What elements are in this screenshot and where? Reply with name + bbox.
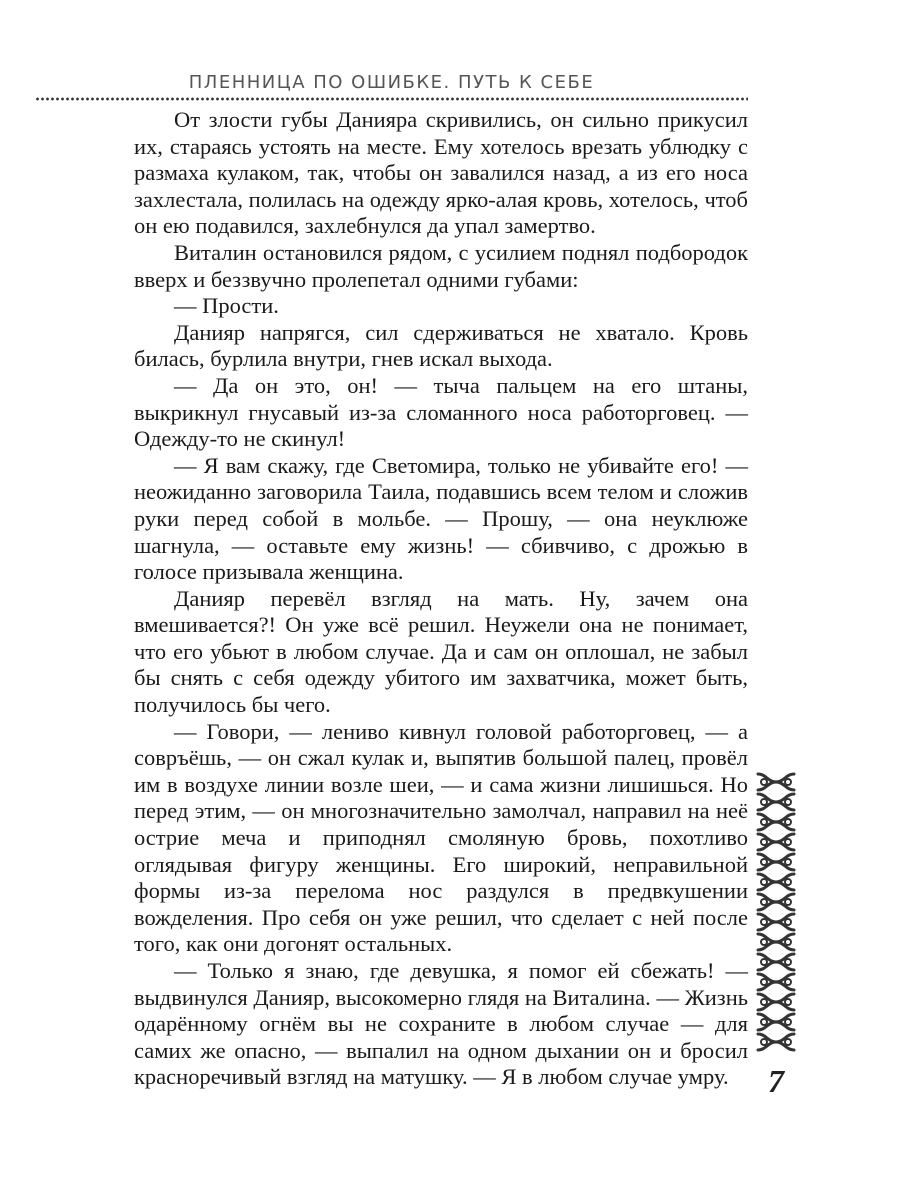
paragraph: Данияр напрягся, сил сдерживаться не хватало. Кровь билась, бурлила внутри, гнев искал выхода.	[134, 319, 748, 372]
paragraph: — Говори, — лениво кивнул головой работорговец, — а совръёшь, — он сжал кулак и, выпятив большой палец, провёл им в воздухе линии возле шеи, — и сама жизни лишишься. Но перед этим, — он многозначительно замолчал, направил на неё острие меча и приподнял смоляную бровь, похотливо оглядывая фигуру женщины. Его широкий, неправильной формы из-за перелома нос раздулся в предвкушении вожделения. Про себя он уже решил, что сделает с ней после того, как они догонят остальных.	[134, 718, 748, 957]
ornament-knot-icon	[758, 774, 794, 1050]
header-dotted-rule	[35, 96, 748, 102]
paragraph: От злости губы Данияра скривились, он сильно прикусил их, стараясь устоять на месте. Ему хотелось врезать ублюдку с размаха кулаком, так, чтобы он завалился назад, а из его носа захлестала, полилась на одежду ярко-алая кровь, хотелось, чтоб он ею подавился, захлебнулся да упал замертво.	[134, 107, 748, 239]
body-text	[134, 107, 748, 1091]
paragraph: Виталин остановился рядом, с усилием поднял подбородок вверх и беззвучно пролепетал одними губами:	[134, 239, 748, 292]
paragraph: — Я вам скажу, где Светомира, только не убивайте его! — неожиданно заговорила Таила, подавшись всем телом и сложив руки перед собой в мольбе. — Прошу, — она неуклюже шагнула, — оставьте ему жизнь! — сбивчиво, с дрожью в голосе призывала женщина.	[134, 452, 748, 585]
paragraph: — Только я знаю, где девушка, я помог ей сбежать! — выдвинулся Данияр, высокомерно глядя на Виталина. — Жизнь одарённому огнём вы не сохраните в любом случае — для самих же опасно, — выпалил на одном дыхании он и бросил красноречивый взгляд на матушку. — Я в любом случае умру.	[134, 958, 748, 1090]
paragraph: — Да он это, он! — тыча пальцем на его штаны, выкрикнул гнусавый из-за сломанного носа работорговец. — Одежду-то не скинул!	[134, 372, 748, 452]
decorative-border-ornament	[754, 772, 798, 1057]
paragraph: — Прости.	[174, 293, 279, 319]
running-head-title: ПЛЕННИЦА ПО ОШИБКЕ. ПУТЬ К СЕБЕ	[188, 72, 595, 93]
paragraph: Данияр перевёл взгляд на мать. Ну, зачем она вмешивается?! Он уже всё решил. Неужели она не понимает, что его убьют в любом случае. Да и сам он оплошал, не забыл бы снять с себя одежду убитого им захватчика, может быть, получилось бы чего.	[134, 585, 748, 718]
page-number: 7	[768, 1063, 784, 1099]
